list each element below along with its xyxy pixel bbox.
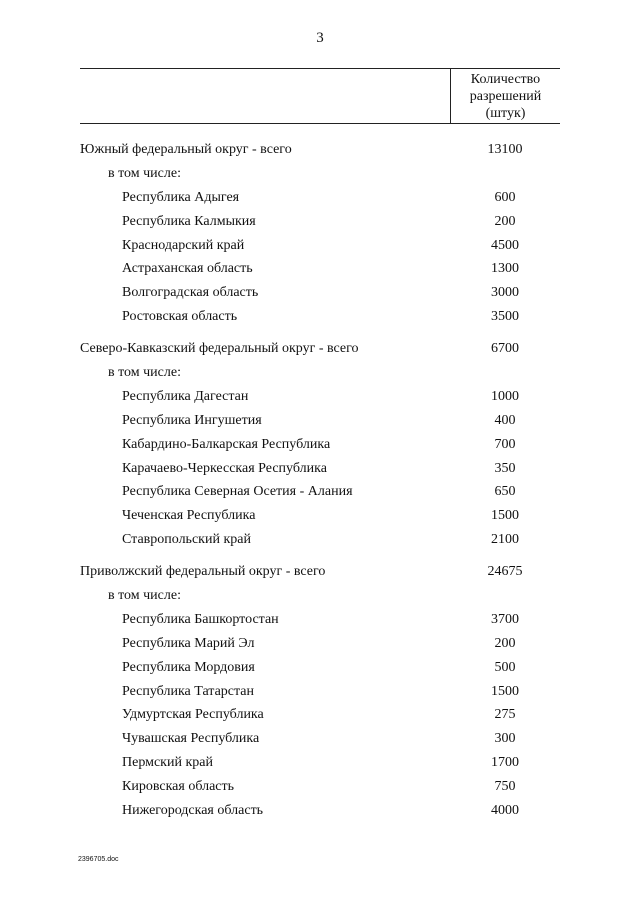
region-value: 1500 [491,508,519,524]
district-name: Приволжский федеральный округ - всего [80,564,326,580]
district-name: Северо-Кавказский федеральный округ - всего [80,341,359,357]
region-name: Астраханская область [122,261,253,277]
region-row [80,186,560,210]
region-value: 300 [494,731,516,747]
region-row [80,751,560,775]
page-number: 3 [316,30,324,46]
table-body [80,138,560,823]
region-value: 200 [494,635,516,651]
region-value: 1300 [491,261,519,277]
region-value: 275 [494,707,516,723]
subtitle-row [80,584,560,608]
region-name: Ростовская область [122,309,238,325]
region-value: 3000 [491,285,519,301]
region-name: Чувашская Республика [122,731,260,747]
region-value: 2100 [491,532,519,548]
region-row [80,457,560,481]
district-total: 6700 [491,341,519,357]
count-header-line: Количество [470,72,541,87]
region-row [80,703,560,727]
region-name: Республика Марий Эл [122,635,255,651]
subtitle-text: в том числе: [108,587,181,603]
region-value: 1700 [491,755,519,771]
region-row [80,504,560,528]
region-row [80,632,560,656]
region-name: Республика Татарстан [122,683,255,699]
region-value: 1500 [491,683,519,699]
region-row [80,281,560,305]
region-value: 350 [494,460,516,476]
subtitle-row [80,162,560,186]
region-name: Нижегородская область [122,802,264,818]
region-name: Удмуртская Республика [122,707,264,723]
region-name: Карачаево-Черкесская Республика [122,460,327,476]
region-value: 1000 [491,388,519,404]
table-header [80,68,560,124]
region-row [80,528,560,552]
region-name: Республика Мордовия [122,659,255,675]
region-value: 200 [494,213,516,229]
count-header-line: разрешений [469,89,542,104]
subtitle-row [80,361,560,385]
region-name: Республика Северная Осетия - Алания [122,484,353,500]
district-total-row [80,138,560,162]
region-value: 400 [494,412,516,428]
region-name: Кабардино-Балкарская Республика [122,436,331,452]
region-value: 750 [494,779,516,795]
region-name: Республика Адыгея [122,189,240,205]
region-name: Республика Калмыкия [122,213,256,229]
region-name: Ставропольский край [122,532,251,548]
region-value: 500 [494,659,516,675]
region-name: Республика Башкортостан [122,611,279,627]
region-row [80,385,560,409]
region-value: 4000 [491,802,519,818]
region-name: Краснодарский край [122,237,245,253]
region-value: 3500 [491,309,519,325]
region-name: Чеченская Республика [122,508,256,524]
district-total: 24675 [487,564,523,580]
region-name: Пермский край [122,755,213,771]
region-row [80,608,560,632]
region-row [80,656,560,680]
region-row [80,799,560,823]
region-row [80,680,560,704]
document-filename: 2396705.doc [78,856,119,863]
district-total-row [80,560,560,584]
permits-table [80,68,560,823]
count-header-line: (штук) [485,106,526,121]
region-name: Республика Ингушетия [122,412,262,428]
district-total-row [80,337,560,361]
district-total: 13100 [487,141,523,157]
region-value: 700 [494,436,516,452]
region-row [80,210,560,234]
subtitle-text: в том числе: [108,165,181,181]
region-value: 650 [494,484,516,500]
region-row [80,727,560,751]
region-name: Республика Дагестан [122,388,249,404]
region-value: 600 [494,189,516,205]
region-row [80,775,560,799]
region-row [80,257,560,281]
count-column-header [451,71,560,122]
region-name: Волгоградская область [122,285,259,301]
region-name: Кировская область [122,779,235,795]
region-row [80,433,560,457]
subtitle-text: в том числе: [108,364,181,380]
region-value: 4500 [491,237,519,253]
region-value: 3700 [491,611,519,627]
region-row [80,480,560,504]
region-row [80,305,560,329]
region-row [80,234,560,258]
district-name: Южный федеральный округ - всего [80,141,292,157]
region-row [80,409,560,433]
